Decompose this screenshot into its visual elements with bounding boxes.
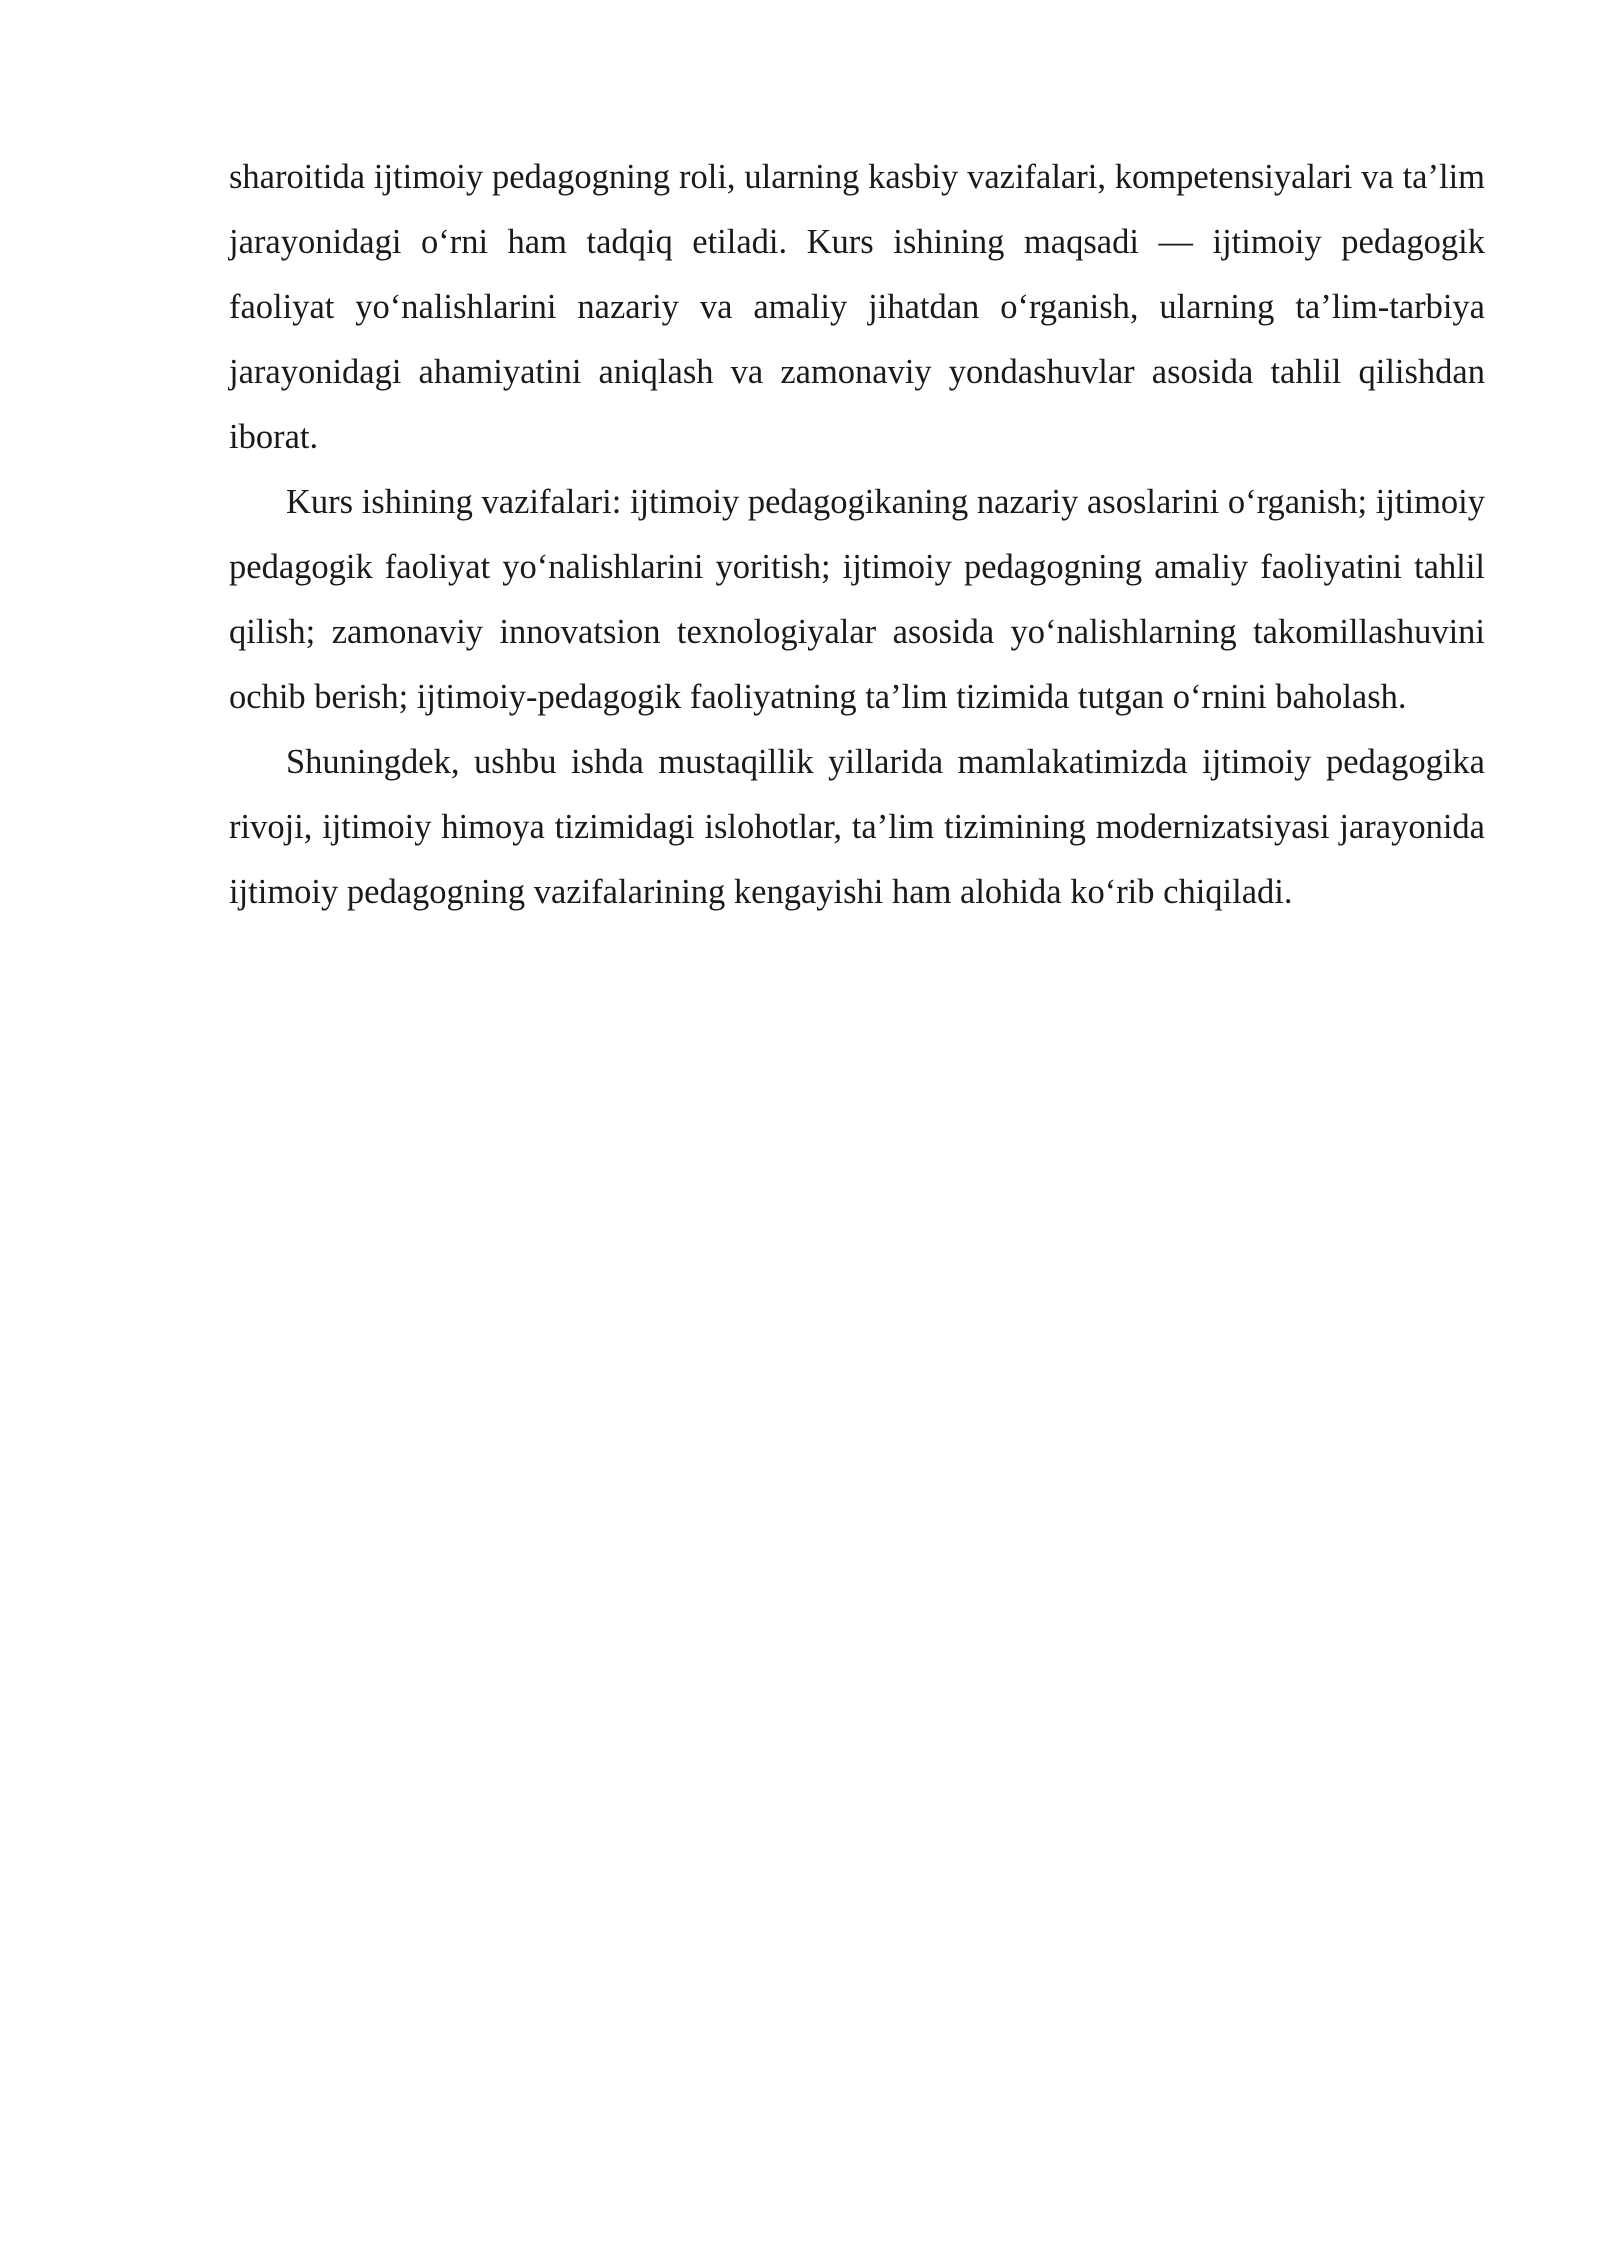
paragraph-continuation: sharoitida ijtimoiy pedagogning roli, ularning kasbiy vazifalari, kompetensiyalari va ta’lim jarayonidagi o‘rni ham tadqiq etiladi. Kurs ishining maqsadi — ijtimoiy pedagogik faoliyat yo‘nalishlarini nazariy va amaliy jihatdan o‘rganish, ularning ta’lim-tarbiya jarayonidagi ahamiyatini aniqlash va zamonaviy yondashuvlar asosida tahlil qilishdan iborat.	[229, 158, 1485, 456]
paragraph-additional-scope: Shuningdek, ushbu ishda mustaqillik yillarida mamlakatimizda ijtimoiy pedagogika rivoji, ijtimoiy himoya tizimidagi islohotlar, ta’lim tizimining modernizatsiyasi jarayonida ijtimoiy pedagogning vazifalarining kengayishi ham alohida ko‘rib chiqiladi.	[229, 743, 1485, 911]
body-text	[229, 145, 1485, 925]
paragraph-objectives: Kurs ishining vazifalari: ijtimoiy pedagogikaning nazariy asoslarini o‘rganish; ijtimoiy pedagogik faoliyat yo‘nalishlarini yoritish; ijtimoiy pedagogning amaliy faoliyatini tahlil qilish; zamonaviy innovatsion texnologiyalar asosida yo‘nalishlarning takomillashuvini ochib berish; ijtimoiy-pedagogik faoliyatning ta’lim tizimida tutgan o‘rnini baholash.	[229, 483, 1485, 716]
